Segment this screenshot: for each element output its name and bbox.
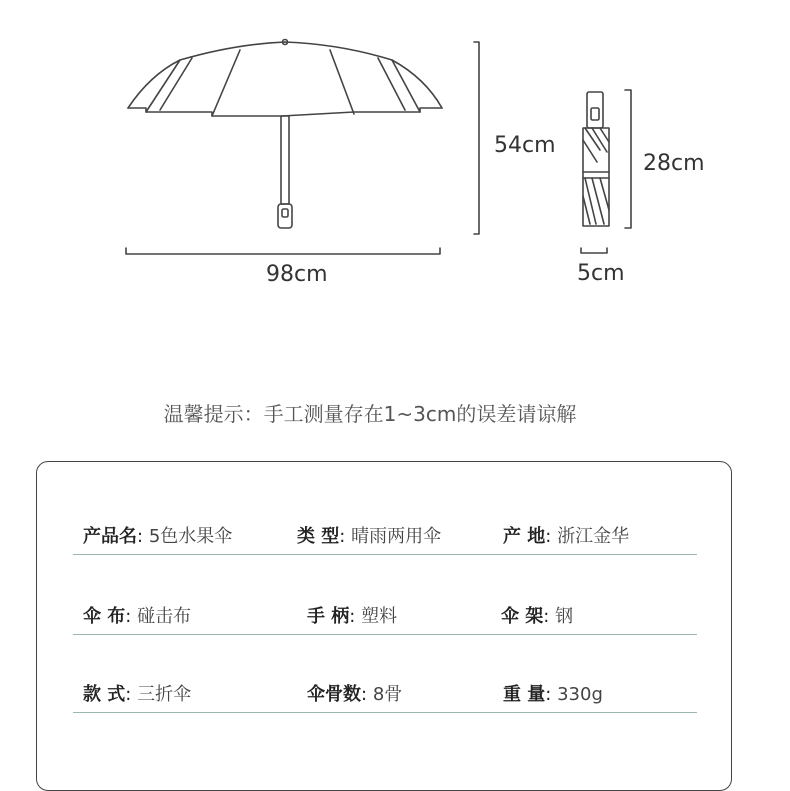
spec-item: 产品名: 5色水果伞 [83,526,233,547]
open-width-label: 98cm [266,262,328,287]
spec-value: 浙江金华 [557,526,630,547]
spec-value: 8骨 [372,684,403,705]
spec-value: 晴雨两用伞 [351,526,442,547]
spec-value: 碰击布 [137,606,192,627]
spec-key: 款 式 [83,684,126,705]
spec-key: 重 量 [503,684,546,705]
spec-item: 伞 架: 钢 [501,606,574,627]
folded-handle [587,92,603,128]
spec-key: 产 地 [503,526,546,547]
spec-row [73,672,697,713]
spec-value: 塑料 [361,606,398,627]
width-bracket [126,248,440,254]
spec-key: 伞 架 [501,606,544,627]
spec-row [73,514,697,555]
folded-length-bracket [625,90,631,228]
spec-item: 手 柄: 塑料 [307,606,398,627]
spec-value: 钢 [555,606,574,627]
spec-item: 重 量: 330g [503,684,603,705]
spec-item: 款 式: 三折伞 [83,684,192,705]
spec-row [73,594,697,635]
spec-item: 伞骨数: 8骨 [307,684,403,705]
spec-item: 类 型: 晴雨两用伞 [297,526,442,547]
rib-3 [330,50,354,114]
handle [278,204,292,228]
spec-value: 330g [557,684,603,705]
spec-item: 伞 布: 碰击布 [83,606,192,627]
folded-length-label: 28cm [643,151,705,176]
spec-key: 产品名 [83,526,137,547]
spec-key: 类 型 [297,526,340,547]
spec-key: 手 柄 [307,606,350,627]
spec-item: 产 地: 浙江金华 [503,526,630,547]
rib-2 [212,50,240,116]
spec-key: 伞 布 [83,606,126,627]
canopy-lower-edge [128,108,442,116]
height-bracket [474,42,479,234]
canopy-outline [128,42,442,108]
spec-value: 5色水果伞 [148,526,233,547]
spec-card [36,461,732,791]
folded-width-bracket [581,248,607,253]
spec-value: 三折伞 [137,684,192,705]
measurement-tip: 温馨提示：手工测量存在1~3cm的误差请谅解 [163,402,577,426]
spec-key: 伞骨数 [307,684,361,705]
shaft [281,116,289,204]
folded-width-label: 5cm [577,261,625,286]
open-height-label: 54cm [494,133,556,158]
